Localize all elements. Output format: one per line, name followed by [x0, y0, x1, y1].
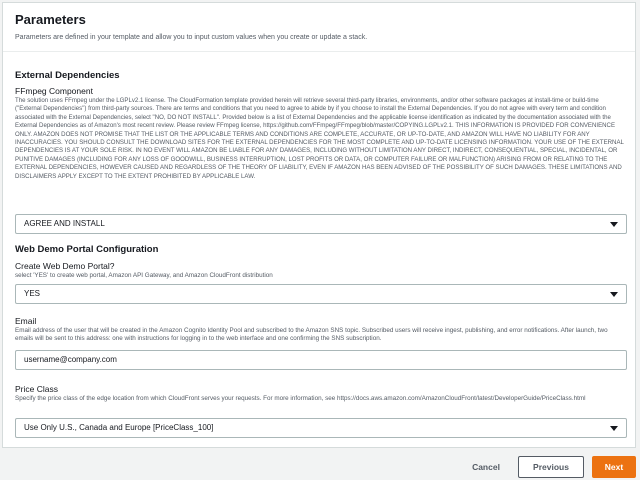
next-button[interactable]: Next [592, 456, 636, 478]
wizard-footer [0, 456, 640, 478]
email-label: Email [15, 316, 37, 326]
ffmpeg-license-text: The solution uses FFmpeg under the LGPLv2.1 license. The CloudFormation template provided herein will retrieve several third-party libraries, environments, and/or other software packages at install-time or build-time ("External Dependencies") from third-party sources. There are terms and conditions that you need to agree to abide by if you choose to install the External Dependencies. If you do not agree with every term and condition associated with the External Dependencies, select "NO, DO NOT INSTALL". Provided below is a list of External Dependencies and the applicable license identification as indicated by the documentation associated with the External Dependencies as of Amazon's most recent review. Please review FFmpeg license, https://github.com/FFmpeg/FFmpeg/blob/master/COPYING.LGPLv2.1. THIS INFORMATION IS PROVIDED FOR CONVENIENCE ONLY. AMAZON DOES NOT PROMISE THAT THE LIST OR THE APPLICABLE TERMS AND CONDITIONS ARE COMPLETE, ACCURATE, OR UP-TO-DATE, AND AMAZON WILL HAVE NO LIABILITY FOR ANY INACCURACIES. YOU SHOULD CONSULT THE DOWNLOAD SITES FOR THE EXTERNAL DEPENDENCIES FOR THE MOST COMPLETE AND UP-TO-DATE LICENSING INFORMATION. YOUR USE OF THE EXTERNAL DEPENDENCIES IS AT YOUR SOLE RISK. IN NO EVENT WILL AMAZON BE LIABLE FOR ANY DAMAGES, INCLUDING WITHOUT LIMITATION ANY DIRECT, INDIRECT, CONSEQUENTIAL, SPECIAL, INCIDENTAL, OR PUNITIVE DAMAGES (INCLUDING FOR ANY LOSS OF GOODWILL, BUSINESS INTERRUPTION, LOST PROFITS OR DATA, OR COMPUTER FAILURE OR MALFUNCTION) ARISING FROM OR RELATING TO THE EXTERNAL DEPENDENCIES, HOWEVER CAUSED AND REGARDLESS OF THE THEORY OF LIABILITY, EVEN IF AMAZON HAS BEEN ADVISED OF THE POSSIBILITY OF SUCH DAMAGES. THESE LIMITATIONS AND DISCLAIMERS APPLY EXCEPT TO THE EXTENT PROHIBITED BY APPLICABLE LAW. [15, 97, 624, 180]
caret-down-icon [610, 222, 618, 227]
email-input[interactable] [15, 350, 627, 370]
email-input-value: username@company.com [24, 355, 117, 364]
caret-down-icon [610, 426, 618, 431]
panel-title: Parameters [15, 12, 86, 27]
external-dependencies-section [15, 70, 627, 181]
ffmpeg-component-value: AGREE AND INSTALL [24, 219, 105, 228]
email-section [15, 316, 627, 344]
caret-down-icon [610, 292, 618, 297]
create-web-demo-select[interactable] [15, 284, 627, 304]
cancel-button[interactable]: Cancel [466, 456, 506, 478]
email-description: Email address of the user that will be created in the Amazon Cognito Identity Pool and subscribed to the Amazon SNS topic. Subscribed users will receive ingest, publishing, and error notifications. After launch, two emails will be sent to this address: one with instructions for logging in to the web interface and one confirming the SNS subscription. [15, 327, 608, 343]
panel-description: Parameters are defined in your template and allow you to input custom values when you create or update a stack. [15, 34, 368, 41]
previous-button[interactable]: Previous [518, 456, 584, 478]
price-class-description: Specify the price class of the edge location from which CloudFront serves your requests. For more information, see https://docs.aws.amazon.com/AmazonCloudFront/latest/DeveloperGuide/PriceClass.html [15, 395, 586, 402]
price-class-value: Use Only U.S., Canada and Europe [PriceClass_100] [24, 423, 214, 432]
panel-header [3, 3, 635, 52]
web-demo-title: Web Demo Portal Configuration [15, 244, 159, 255]
parameters-panel [2, 2, 636, 448]
web-demo-section [15, 244, 627, 280]
price-class-section [15, 384, 627, 403]
create-web-demo-description: select 'YES' to create web portal, Amazon API Gateway, and Amazon CloudFront distribution [15, 272, 273, 279]
ffmpeg-component-label: FFmpeg Component [15, 86, 93, 96]
price-class-select[interactable] [15, 418, 627, 438]
create-web-demo-label: Create Web Demo Portal? [15, 261, 115, 271]
external-dependencies-title: External Dependencies [15, 70, 120, 81]
ffmpeg-component-select[interactable] [15, 214, 627, 234]
price-class-label: Price Class [15, 384, 58, 394]
create-web-demo-value: YES [24, 289, 41, 298]
